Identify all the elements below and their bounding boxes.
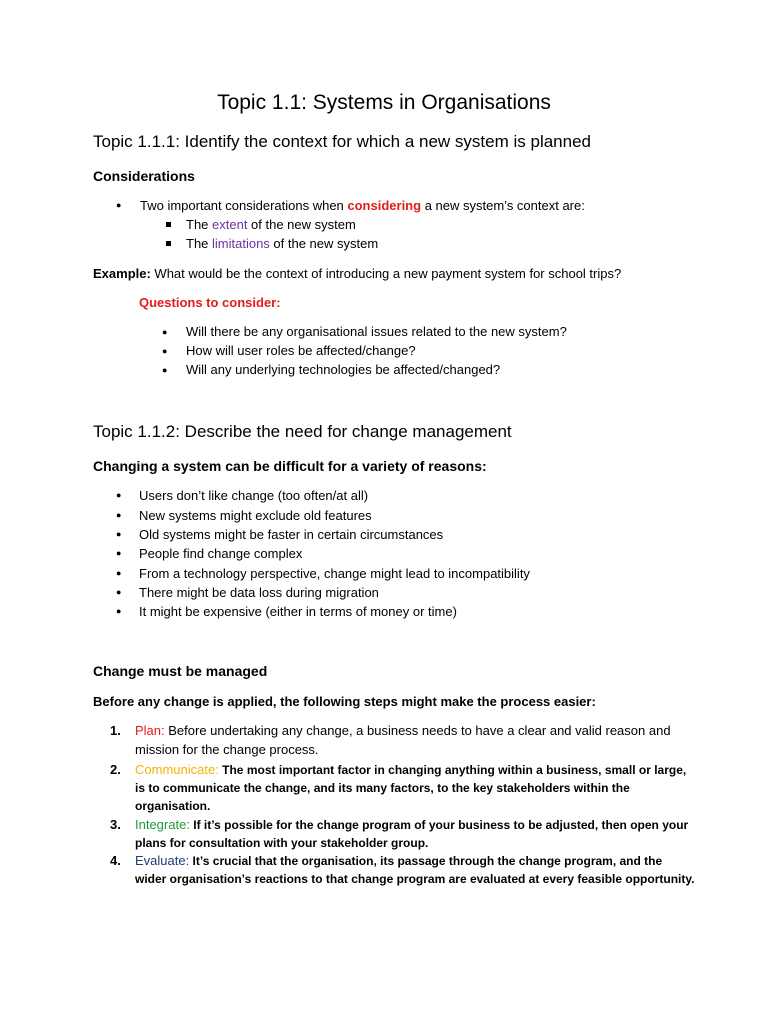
bullet-icon: ● [116, 606, 122, 616]
change-managed-heading: Change must be managed [93, 663, 268, 679]
consideration-item-extent: The extent of the new system [186, 217, 356, 232]
consideration-item-limitations: The limitations of the new system [186, 236, 379, 251]
reason-item: It might be expensive (either in terms of money or time) [139, 604, 457, 619]
considerations-heading: Considerations [93, 168, 195, 184]
bullet-icon: ● [162, 365, 168, 375]
bullet-icon: ● [162, 327, 168, 337]
section-2-heading: Topic 1.1.2: Describe the need for change management [93, 422, 512, 441]
step-label-evaluate: Evaluate: [135, 853, 190, 868]
bullet-icon: ● [116, 548, 122, 558]
reason-item: From a technology perspective, change might lead to incompatibility [139, 566, 530, 581]
reason-item: Users don’t like change (too often/at all) [139, 488, 369, 503]
page-title: Topic 1.1: Systems in Organisations [217, 91, 551, 114]
step-label-plan: Plan: [135, 723, 165, 738]
square-bullet-icon [166, 222, 171, 227]
step-evaluate: Evaluate: It’s crucial that the organisation, its passage through the change program, and the wider organisation’s reactions to that change program are evaluated at every feasible opportunity. [135, 853, 695, 886]
question-item: Will any underlying technologies be affected/changed? [186, 362, 501, 377]
steps-intro: Before any change is applied, the following steps might make the process easier: [93, 694, 596, 709]
step-label-integrate: Integrate: [135, 817, 190, 832]
reason-item: There might be data loss during migration [139, 585, 379, 600]
step-plan: Plan: Before undertaking any change, a business needs to have a clear and valid reason and mission for the change process. [135, 723, 671, 757]
reason-item: New systems might exclude old features [139, 508, 372, 523]
bullet-icon: ● [116, 568, 122, 578]
questions-heading: Questions to consider: [139, 295, 281, 310]
step-communicate: Communicate: The most important factor in changing anything within a business, small or large, is to communicate the change, and its many factors, to the key stakeholders within the organisation. [135, 762, 687, 813]
square-bullet-icon [166, 241, 171, 246]
step-number: 1. [110, 723, 121, 738]
reason-item: Old systems might be faster in certain circumstances [139, 527, 444, 542]
highlight-extent: extent [212, 217, 248, 232]
example-line: Example: What would be the context of introducing a new payment system for school trips? [93, 266, 622, 281]
step-number: 2. [110, 762, 121, 777]
example-label: Example: [93, 266, 151, 281]
step-number: 4. [110, 853, 121, 868]
highlight-limitations: limitations [212, 236, 270, 251]
bullet-icon: ● [116, 510, 122, 520]
bullet-icon: ● [116, 490, 122, 500]
highlight-considering: considering [347, 198, 422, 213]
bullet-icon: ● [116, 587, 122, 597]
step-label-communicate: Communicate: [135, 762, 219, 777]
step-integrate: Integrate: If it’s possible for the change program of your business to be adjusted, then open your plans for consultation with your stakeholder group. [135, 817, 689, 850]
step-number: 3. [110, 817, 121, 832]
bullet-icon: ● [116, 529, 122, 539]
reason-item: People find change complex [139, 546, 303, 561]
reasons-heading: Changing a system can be difficult for a variety of reasons: [93, 458, 487, 474]
question-item: Will there be any organisational issues related to the new system? [186, 324, 567, 339]
bullet-icon: ● [162, 346, 168, 356]
considerations-intro: Two important considerations when considering a new system’s context are: [140, 198, 585, 213]
section-1-heading: Topic 1.1.1: Identify the context for which a new system is planned [93, 132, 591, 151]
bullet-icon: ● [116, 200, 122, 210]
question-item: How will user roles be affected/change? [186, 343, 416, 358]
